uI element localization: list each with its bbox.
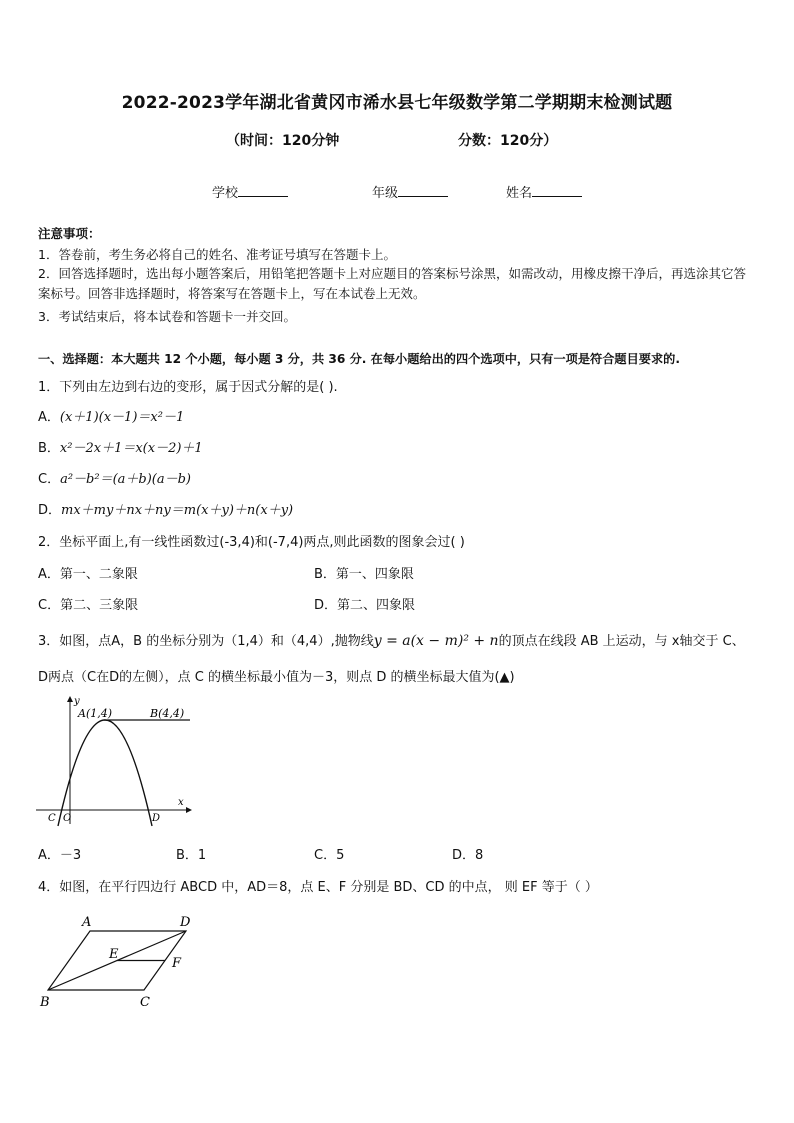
school-label: 学校 xyxy=(212,186,239,201)
q3-option-c: C．5 xyxy=(314,848,345,863)
notice-item-1: 1．答卷前，考生务必将自己的姓名、准考证号填写在答题卡上。 xyxy=(38,247,396,262)
page-title: 2022-2023学年湖北省黄冈市浠水县七年级数学第二学期期末检测试题 xyxy=(121,93,673,113)
point-b-label: B(4,4) xyxy=(150,707,185,720)
vertex-b-label: B xyxy=(40,995,50,1010)
q3-option-d: D．8 xyxy=(452,848,484,863)
name-blank xyxy=(532,184,582,197)
q1-option-b: B．x²－2x＋1＝x(x－2)＋1 xyxy=(38,441,203,456)
notice-heading: 注意事项： xyxy=(38,226,101,241)
grade-blank xyxy=(398,184,448,197)
q4-parallelogram-figure xyxy=(30,906,210,1014)
point-a-label: A(1,4) xyxy=(78,707,113,720)
section-heading: 一、选择题：本大题共 12 个小题，每小题 3 分，共 36 分. 在每小题给出的四个选项中，只有一项是符合题目要求的. xyxy=(38,352,680,366)
origin-label: O xyxy=(63,813,72,824)
q3-option-b: B．1 xyxy=(176,848,207,863)
q1-stem: 1．下列由左边到右边的变形，属于因式分解的是( ). xyxy=(38,380,338,395)
q2-option-b: B．第一、四象限 xyxy=(314,567,414,582)
point-c-label: C xyxy=(48,813,56,824)
grade-label: 年级 xyxy=(372,186,399,201)
q2-option-d: D．第二、四象限 xyxy=(314,598,416,613)
point-d-label: D xyxy=(152,813,161,824)
y-axis-arrow xyxy=(67,696,73,702)
vertex-d-label: D xyxy=(180,915,191,930)
school-blank xyxy=(238,184,288,197)
q3-option-a: A．－3 xyxy=(38,848,82,863)
q1-option-a: A．(x＋1)(x－1)＝x²－1 xyxy=(38,410,185,425)
q1-option-c: C．a²－b²＝(a＋b)(a－b) xyxy=(38,472,192,487)
x-axis-label: x xyxy=(178,797,184,808)
exam-time: （时间：120分钟 xyxy=(226,133,340,149)
notice-item-2: 2．回答选择题时，选出每小题答案后，用铅笔把答题卡上对应题目的答案标号涂黑，如需改动，用橡皮擦干净后，再选涂其它答案标号。回答非选择题时，将答案写在答题卡上，写在本试卷上无效。 xyxy=(38,266,746,301)
q3-parabola-figure xyxy=(30,690,200,830)
vertex-a-label: A xyxy=(82,915,92,930)
vertex-c-label: C xyxy=(140,995,150,1010)
q4-stem: 4．如图，在平行四边行 ABCD 中，AD＝8，点 E、F 分别是 BD、CD 的中点， 则 EF 等于（ ） xyxy=(38,880,598,895)
notice-item-3: 3．考试结束后，将本试卷和答题卡一并交回。 xyxy=(38,309,296,324)
q3-stem-line1: 3．如图，点A，B 的坐标分别为（1,4）和（4,4）,抛物线y = a(x − m)² + n的顶点在线段 AB 上运动，与 x轴交于 C、 xyxy=(38,633,745,649)
grade-field xyxy=(372,182,448,201)
q2-option-c: C．第二、三象限 xyxy=(38,598,139,613)
x-axis-arrow xyxy=(186,807,192,813)
q1-option-d: D．mx＋my＋nx＋ny＝m(x＋y)＋n(x＋y) xyxy=(38,503,294,518)
school-field xyxy=(212,182,288,201)
q3-formula: y = a(x − m)² + n xyxy=(373,633,499,649)
name-label: 姓名 xyxy=(506,186,533,201)
q2-stem: 2．坐标平面上,有一线性函数过(-3,4)和(-7,4)两点,则此函数的图象会过( ) xyxy=(38,535,465,550)
q2-option-a: A．第一、二象限 xyxy=(38,567,138,582)
midpoint-e-label: E xyxy=(109,947,119,962)
q3-stem-line2: D两点（C在D的左侧），点 C 的横坐标最小值为－3，则点 D 的横坐标最大值为(▲) xyxy=(38,670,515,685)
exam-score: 分数：120分） xyxy=(458,133,558,149)
y-axis-label: y xyxy=(74,696,80,707)
midpoint-f-label: F xyxy=(172,956,182,971)
name-field xyxy=(506,182,582,201)
